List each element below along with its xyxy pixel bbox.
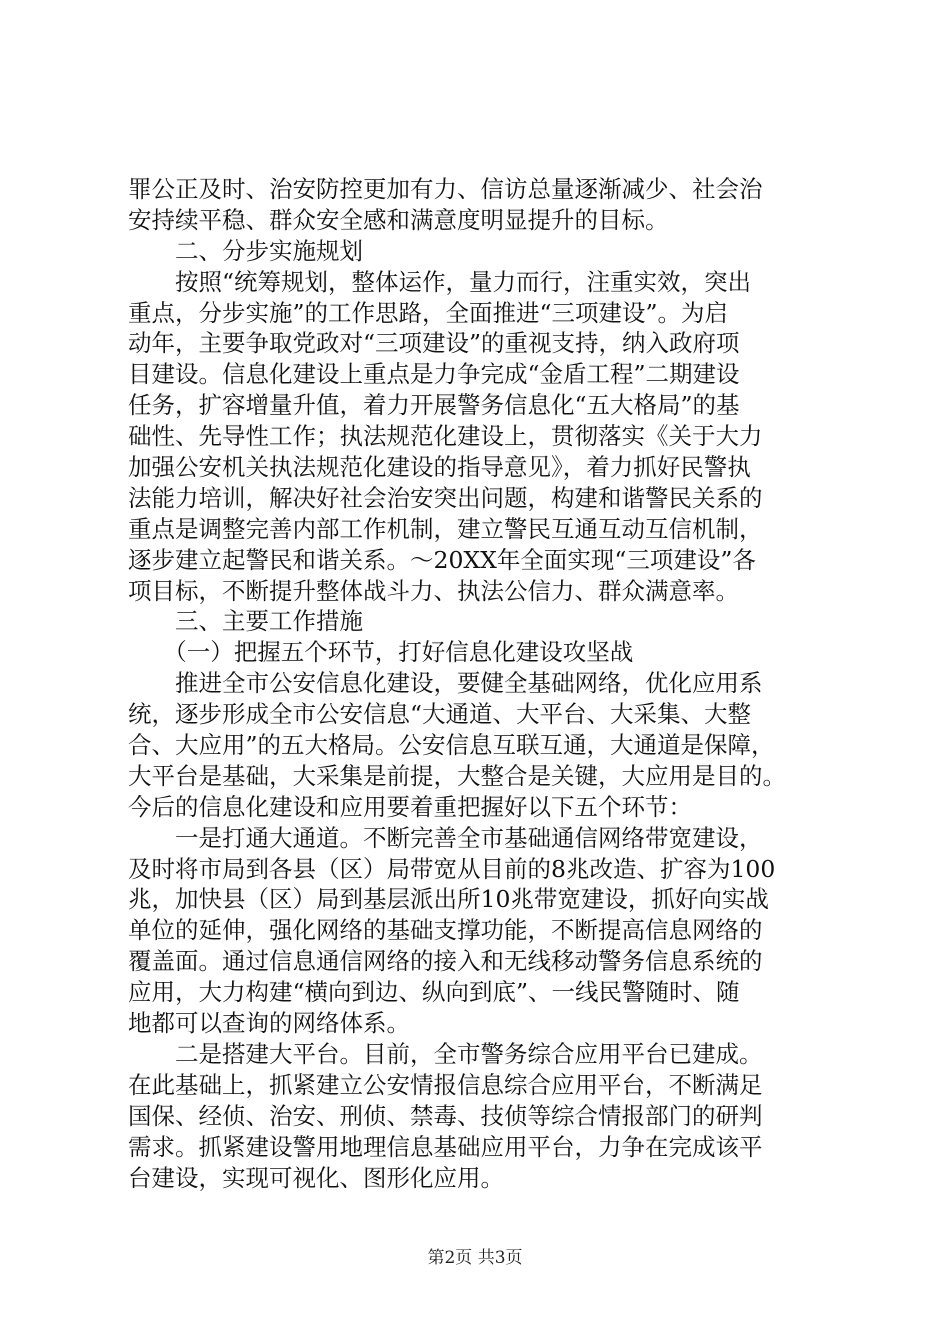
text-line: 合、大应用”的五大格局。公安信息互联互通，大通道是保障， xyxy=(128,731,775,760)
text-line: 动年，主要争取党政对“三项建设”的重视支持，纳入政府项 xyxy=(128,329,740,358)
text-line: 二是搭建大平台。目前，全市警务综合应用平台已建成。 xyxy=(128,1039,763,1068)
text-line: 加强公安机关执法规范化建设的指导意见》，着力抓好民警执 xyxy=(128,453,751,482)
text-line: 重点是调整完善内部工作机制，建立警民互通互动互信机制， xyxy=(128,514,763,543)
text-line: 础性、先导性工作；执法规范化建设上，贯彻落实《关于大力 xyxy=(128,422,763,451)
text-line: 项目标，不断提升整体战斗力、执法公信力、群众满意率。 xyxy=(128,576,739,605)
page-footer: 第2页 共3页 xyxy=(427,1248,523,1268)
text-line: 罪公正及时、治安防控更加有力、信访总量逐渐减少、社会治 xyxy=(128,175,763,203)
text-line: 安持续平稳、群众安全感和满意度明显提升的目标。 xyxy=(128,205,669,234)
text-line: 覆盖面。通过信息通信网络的接入和无线移动警务信息系统的 xyxy=(128,947,763,976)
text-line: 台建设，实现可视化、图形化应用。 xyxy=(128,1163,504,1192)
text-line: 地都可以查询的网络体系。 xyxy=(128,1009,410,1038)
text-line: 需求。抓紧建设警用地理信息基础应用平台，力争在完成该平 xyxy=(128,1132,763,1161)
text-line: 在此基础上，抓紧建立公安情报信息综合应用平台，不断满足 xyxy=(128,1070,763,1099)
text-line: 目建设。信息化建设上重点是力争完成“金盾工程”二期建设 xyxy=(128,360,740,389)
text-line: 三、主要工作措施 xyxy=(128,607,363,636)
text-line: 按照“统筹规划，整体运作，量力而行，注重实效，突出 xyxy=(128,267,752,296)
text-line: 一是打通大通道。不断完善全市基础通信网络带宽建设， xyxy=(128,823,763,852)
text-line: 二、分步实施规划 xyxy=(128,236,363,265)
text-line: 应用，大力构建“横向到边、纵向到底”、一线民警随时、随 xyxy=(128,978,740,1007)
text-line: （一）把握五个环节，打好信息化建设攻坚战 xyxy=(128,638,634,667)
text-line: 今后的信息化建设和应用要着重把握好以下五个环节： xyxy=(128,792,692,821)
text-line: 重点，分步实施”的工作思路，全面推进“三项建设”。为启 xyxy=(128,298,729,327)
text-line: 及时将市局到各县（区）局带宽从目前的8兆改造、扩容为100 xyxy=(128,854,776,883)
body-text xyxy=(128,174,858,1193)
text-line: 大平台是基础，大采集是前提，大整合是关键，大应用是目的。 xyxy=(128,761,786,790)
text-line: 推进全市公安信息化建设，要健全基础网络，优化应用系 xyxy=(128,669,763,698)
text-line: 兆，加快县（区）局到基层派出所10兆带宽建设，抓好向实战 xyxy=(128,885,769,914)
text-line: 统，逐步形成全市公安信息“大通道、大平台、大采集、大整 xyxy=(128,700,752,729)
text-line: 逐步建立起警民和谐关系。～20XX年全面实现“三项建设”各 xyxy=(128,545,756,574)
text-line: 任务，扩容增量升值，着力开展警务信息化“五大格局”的基 xyxy=(128,391,740,420)
text-line: 国保、经侦、治安、刑侦、禁毒、技侦等综合情报部门的研判 xyxy=(128,1101,763,1130)
text-line: 法能力培训，解决好社会治安突出问题，构建和谐警民关系的 xyxy=(128,483,763,512)
text-line: 单位的延伸，强化网络的基础支撑功能，不断提高信息网络的 xyxy=(128,916,763,945)
